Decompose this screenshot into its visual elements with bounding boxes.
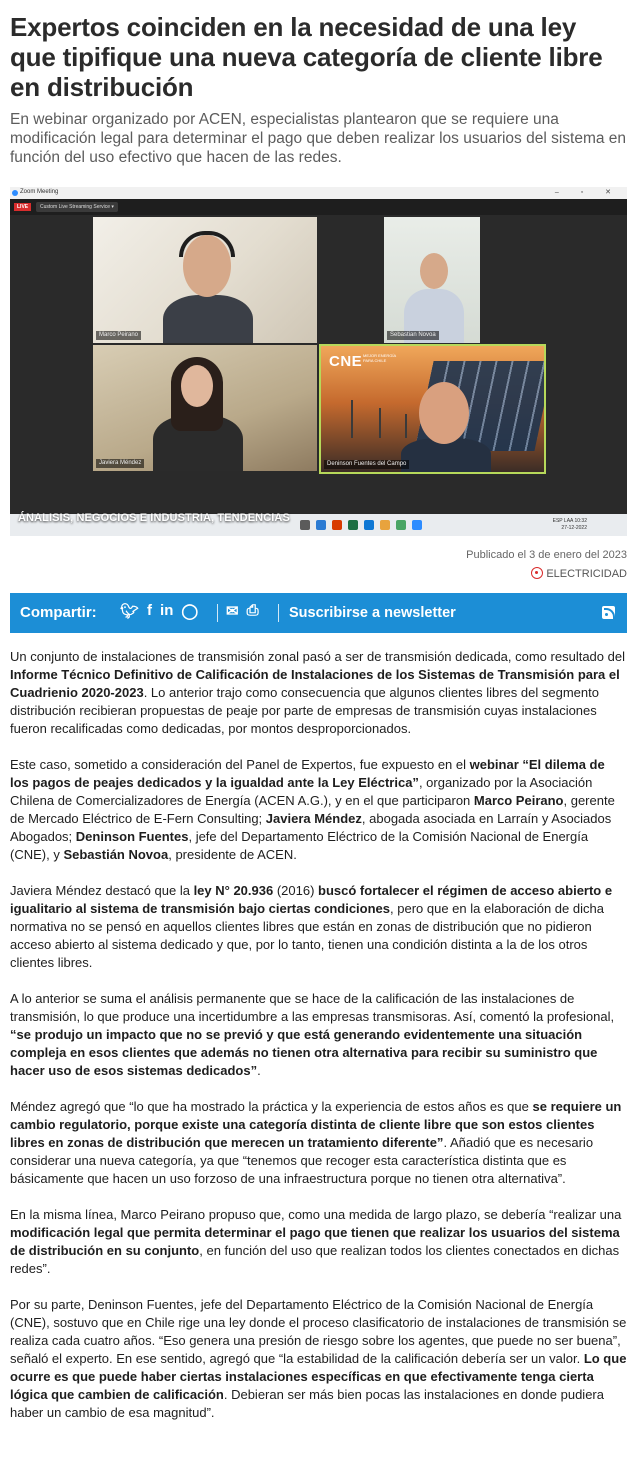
bold-text-run: modificación legal que permita determinar el pago que tienen que realizar los usuarios del sistema de distribución en su conjunto (10, 1225, 620, 1258)
share-label: Compartir: (20, 604, 97, 621)
excel-icon (348, 520, 358, 530)
participant-name: Javiera Méndez (96, 459, 144, 468)
bold-text-run: ley N° 20.936 (193, 883, 274, 898)
text-run: , presidente de ACEN. (168, 847, 297, 862)
divider (217, 604, 218, 622)
text-run: Méndez agregó que “lo que ha mostrado la práctica y la experiencia de estos años es que (10, 1099, 533, 1114)
cne-tagline: MEJOR ENERGÍA PARA CHILE (363, 353, 396, 363)
text-run: Este caso, sometido a consideración del Panel de Expertos, fue expuesto en el (10, 757, 470, 772)
stream-service-label: Custom Live Streaming Service ▾ (36, 202, 118, 212)
text-run: , en función del uso que realizan todos los clientes conectados en dichas redes”. (10, 1243, 620, 1276)
office-icon (332, 520, 342, 530)
email-icon[interactable]: ✉ (226, 603, 239, 620)
bold-text-run: Marco Peirano (473, 793, 564, 808)
participant-name: Deninson Fuentes del Campo (324, 460, 409, 469)
clock-lang: ESP LAA (552, 518, 574, 524)
bold-text-run: buscó fortalecer el régimen de acceso abierto e igualitario al sistema de transmisión bajo ciertas condiciones (10, 883, 613, 916)
live-badge: LIVE (14, 203, 31, 211)
article-paragraph (10, 1296, 627, 1422)
text-run: . Lo anterior trajo como consecuencia que algunos clientes libres del segmento distribución recibieran propuestas de peaje por parte de empresas de transmisión cuyas instalaciones fueron recalificadas como dedicadas, por montos desproporcionados. (10, 685, 599, 736)
live-toolbar (10, 199, 627, 215)
article-paragraph (10, 756, 627, 864)
section-label: ELECTRICIDAD (546, 568, 627, 580)
participant-name: Marco Peirano (96, 331, 141, 340)
bold-text-run: Javiera Méndez (265, 811, 362, 826)
article-headline: Expertos coinciden en la necesidad de una ley que tipifique una nueva categoría de cliente libre en distribución (10, 12, 603, 102)
subscribe-newsletter-link[interactable]: Suscribirse a newsletter (289, 605, 456, 621)
share-icons (120, 602, 198, 620)
article-paragraph (10, 990, 627, 1080)
text-run: . Debieran ser más bien pocas las instalaciones en donde pudiera haber un cambio de esa magnitud”. (10, 1387, 604, 1420)
taskview-icon (300, 520, 310, 530)
bold-text-run: se requiere un cambio regulatorio, porque existe una categoría distinta de cliente libre que son estos clientes libres en zonas de distribución que merecen un tratamiento diferente” (10, 1099, 622, 1150)
text-run: . Añadió que es necesario considerar una nueva categoría, ya que “tenemos que recoger esta característica distinta que es básicamente que hacen un uso forzoso de una infraestructura porque no tienen otra alternativa”. (10, 1135, 594, 1186)
divider (278, 604, 279, 622)
text-run: En la misma línea, Marco Peirano propuso que, como una medida de largo plazo, se debería “realizar una (10, 1207, 622, 1222)
article-paragraph (10, 1098, 627, 1188)
text-run: . (257, 1063, 261, 1078)
section-icon (531, 567, 543, 579)
participant-tile (93, 217, 317, 343)
article-paragraph (10, 1206, 627, 1278)
linkedin-icon[interactable]: in (160, 602, 174, 619)
taskbar-clock (553, 518, 587, 532)
share-icons-secondary (226, 602, 259, 620)
zoom-logo-icon (12, 190, 18, 196)
share-bar (10, 593, 627, 633)
participant-tile-active (319, 344, 546, 474)
folder-icon (380, 520, 390, 530)
edge-icon (316, 520, 326, 530)
clock-time: 10:32 (574, 518, 587, 524)
text-run: , abogada asociada en Larraín y Asociados Abogados; (10, 811, 612, 844)
text-run: , organizado por la Asociación Chilena de Comercializadores de Energía (ACEN A.G.), y en el que participaron (10, 775, 593, 808)
chrome-icon (396, 520, 406, 530)
article-paragraph (10, 882, 627, 972)
clock-date: 27-12-2022 (561, 525, 587, 531)
text-run: Por su parte, Deninson Fuentes, jefe del Departamento Eléctrico de la Comisión Nacional de Energía (CNE), sostuvo que en Chile rige una ley donde el proceso clasificatorio de instalaciones de transmisión se realiza cada cuatro años. “Eso genera una presión de riesgo sobre los agentes, que puede no ser buena”, señaló el experto. En ese sentido, agregó que “la estabilidad de la calificación debería ser un valor. (10, 1297, 627, 1366)
bold-text-run: Deninson Fuentes (75, 829, 189, 844)
text-run: , gerente de Mercado Eléctrico de E-Fern Consulting; (10, 793, 615, 826)
zoom-titlebar (10, 187, 627, 199)
bold-text-run: Sebastián Novoa (63, 847, 169, 862)
participant-name: Sebastian Novoa (387, 331, 439, 340)
video-screenshot[interactable] (10, 187, 627, 536)
publish-date: Publicado el 3 de enero del 2023 (466, 549, 627, 561)
outlook-icon (364, 520, 374, 530)
section-tag[interactable] (10, 567, 627, 581)
zoom-icon (412, 520, 422, 530)
article-meta (10, 548, 627, 581)
twitter-icon[interactable]: 🐦︎ (120, 603, 140, 620)
rss-icon[interactable] (602, 606, 615, 619)
participant-tile (384, 217, 480, 343)
article-lead: En webinar organizado por ACEN, especialistas plantearon que se requiere una modificación legal para determinar el pago que deben realizar los usuarios del sistema en función del uso efectivo que hacen de las redes. (10, 111, 627, 166)
facebook-icon[interactable]: f (147, 602, 153, 619)
text-run: (2016) (273, 883, 319, 898)
print-icon[interactable]: ⎙ (246, 602, 259, 619)
text-run: A lo anterior se suma el análisis permanente que se hace de la calificación de las instalaciones de transmisión, lo que produce una incertidumbre a las empresas transmisoras. Así, comentó la profesional, (10, 991, 615, 1024)
cne-logo: CNE (329, 353, 363, 370)
article-paragraph (10, 648, 627, 738)
text-run: , jefe del Departamento Eléctrico de la Comisión Nacional de Energía (CNE), y (10, 829, 589, 862)
text-run: Javiera Méndez destacó que la (10, 883, 194, 898)
bold-text-run: “se produjo un impacto que no se previó y que está generando evidentemente una situación compleja en esos clientes que además no tienen otra alternativa para recibir su suministro que hacer uso de esos sistemas dedicados” (10, 1027, 598, 1078)
window-controls-icon: – ▫ ✕ (554, 189, 621, 196)
bold-text-run: Informe Técnico Definitivo de Calificación de Instalaciones de los Sistemas de Transmisión para el Cuadrienio 2020-2023 (10, 667, 620, 700)
bold-text-run: Lo que ocurre es que puede haber ciertas instalaciones específicas en que efectivamente tenga cierta lógica que cambien de calificación (10, 1351, 627, 1402)
bold-text-run: webinar “El dilema de los pagos de peajes dedicados y la igualdad ante la Ley Eléctrica” (10, 757, 605, 790)
zoom-window-title: Zoom Meeting (20, 189, 59, 195)
taskbar-icons (300, 520, 422, 530)
participant-tile (93, 345, 317, 471)
article-categories[interactable]: ÁNALISIS, NEGOCIOS E INDUSTRIA, TENDENCIAS (18, 512, 290, 524)
text-run: , pero que en la elaboración de dicha normativa no se pensó en aquellos clientes libres que están en zonas de distribución que no pidieron acceso abierto al sistema dedicado y que, por lo tanto, tienen una condición distinta a la de los otros clientes libres. (10, 901, 604, 970)
text-run: Un conjunto de instalaciones de transmisión zonal pasó a ser de transmisión dedicada, como resultado del (10, 649, 625, 664)
article-body (10, 648, 627, 1422)
whatsapp-icon[interactable]: ◯ (181, 603, 199, 620)
